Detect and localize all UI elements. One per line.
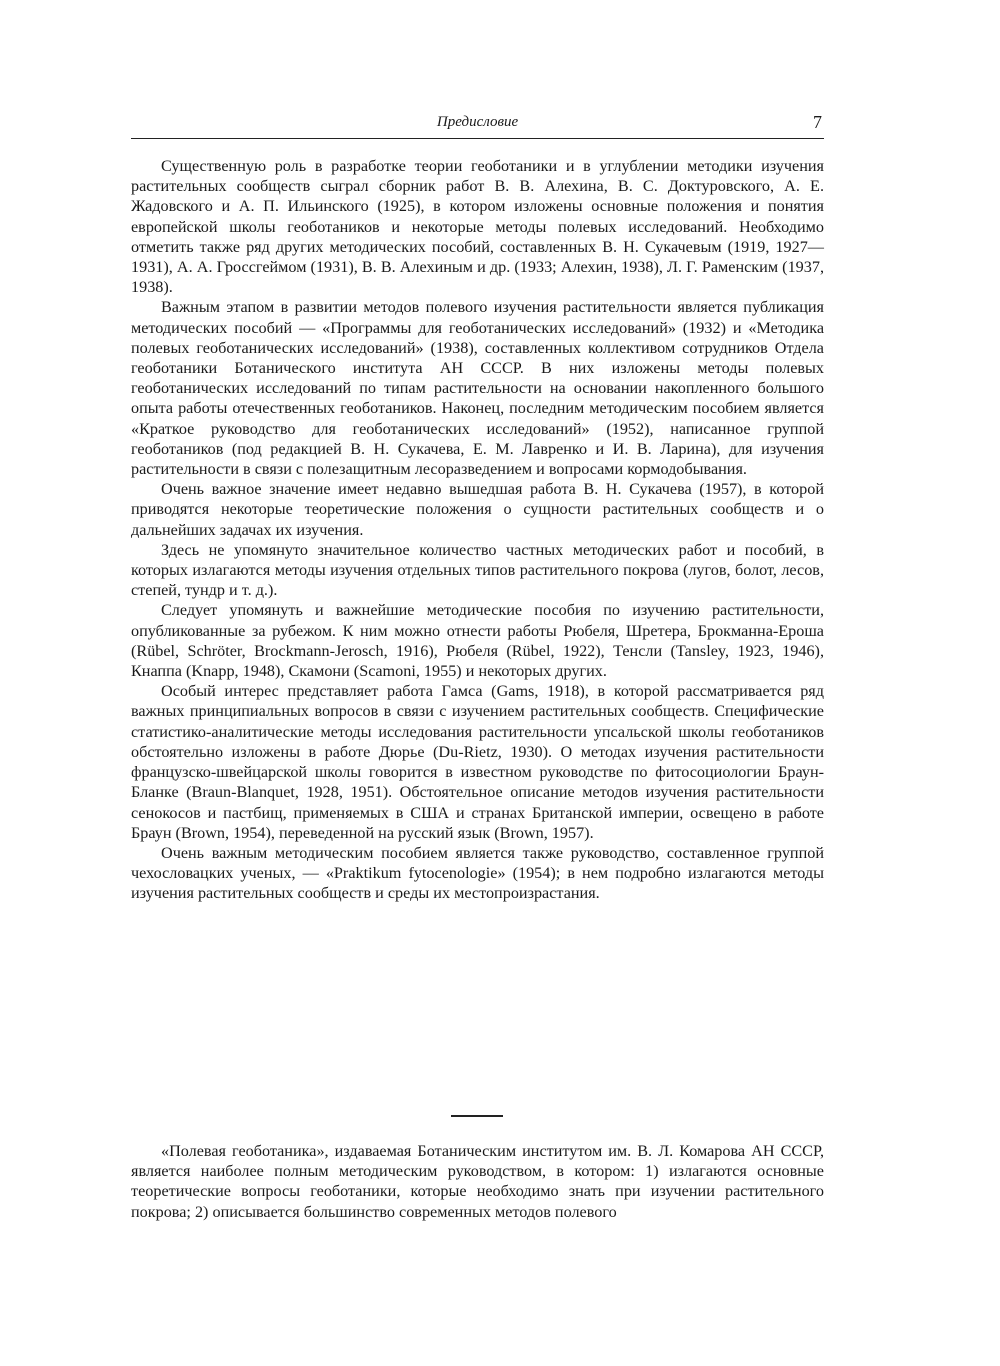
- paragraph: Особый интерес представляет работа Гамса (Gams, 1918), в которой рассматривается ряд важных принципиальных вопросов в связи с изучением растительных сообществ. Специфические статистико-аналитические методы исследования растительности упсальской школы геоботаников обстоятельно изложены в работе Дюрье (Du-Rietz, 1930). О методах изучения растительности французско-швейцарской школы говорится в известном руководстве по фитосоциологии Браун-Бланке (Braun-Blanquet, 1928, 1951). Обстоятельное описание методов изучения растительности сенокосов и пастбищ, применяемых в США и странах Британской империи, освещено в работе Браун (Brown, 1954), переведенной на русский язык (Brown, 1957).: [131, 682, 824, 842]
- paragraph: Здесь не упомянуто значительное количество частных методических работ и пособий, в которых излагаются методы изучения отдельных типов растительного покрова (лугов, болот, лесов, степей, тундр и т. д.).: [131, 540, 824, 600]
- paragraph: «Полевая геоботаника», издаваемая Ботаническим институтом им. В. Л. Комарова АН СССР, является наиболее полным методическим руководством, в котором: 1) излагаются основные теоретические вопросы геоботаники, которые необходимо знать при изучении растительного покрова; 2) описывается большинство современных методов полевого: [131, 1142, 824, 1221]
- paragraph: Следует упомянуть и важнейшие методические пособия по изучению растительности, опубликованные за рубежом. К ним можно отнести работы Рюбеля, Шретера, Брокманна-Ероша (Rübel, Schröter, Brockmann-Jerosch, 1916), Рюбеля (Rübel, 1922), Тенсли (Tansley, 1923, 1946), Кнаппа (Knapp, 1948), Скамони (Scamoni, 1955) и некоторых других.: [131, 601, 824, 681]
- paragraph: Очень важным методическим пособием является также руководство, составленное группой чехословацких ученых, — «Praktikum fytocenologie» (1954); в нем подробно излагаются методы изучения растительных сообществ и среды их местопроизрастания.: [131, 843, 824, 903]
- continued-text: [131, 1141, 824, 1222]
- main-text: [131, 156, 824, 904]
- section-separator: [451, 1115, 503, 1117]
- paragraph: Очень важное значение имеет недавно вышедшая работа В. Н. Сукачева (1957), в которой приводятся некоторые теоретические положения о сущности растительных сообществ и о дальнейших задачах их изучения.: [131, 480, 824, 539]
- running-header: [131, 112, 824, 139]
- page: [131, 0, 824, 1366]
- page-number: 7: [813, 112, 822, 132]
- paragraph: Существенную роль в разработке теории геоботаники и в углублении методики изучения растительных сообществ сыграл сборник работ В. В. Алехина, В. С. Доктуровского, А. Е. Жадовского и А. П. Ильинского (1925), в котором изложены основные положения и понятия европейской школы геоботаников и некоторые методы полевых исследований. Необходимо отметить также ряд других методических пособий, составленных В. Н. Сукачевым (1919, 1927—1931), А. А. Гроссгеймом (1931), В. В. Алехиным и др. (1933; Алехин, 1938), Л. Г. Раменским (1937, 1938).: [131, 157, 824, 297]
- header-title: Предисловие: [436, 114, 519, 130]
- paragraph: Важным этапом в развитии методов полевого изучения растительности является публикация методических пособий — «Программы для геоботанических исследований» (1932) и «Методика полевых геоботанических исследований» (1938), составленных коллективом сотрудников Отдела геоботаники Ботанического института АН СССР. В них изложены методы полевых геоботанических исследований по типам растительности на основании накопленного большого опыта работы отечественных геоботаников. Наконец, последним методическим пособием является «Краткое руководство для геоботанических исследований» (1952), написанное группой геоботаников (под редакцией В. Н. Сукачева, Е. М. Лавренко и И. В. Ларина), для изучения растительности в связи с полезащитным лесоразведением и вопросами кормодобывания.: [131, 298, 824, 479]
